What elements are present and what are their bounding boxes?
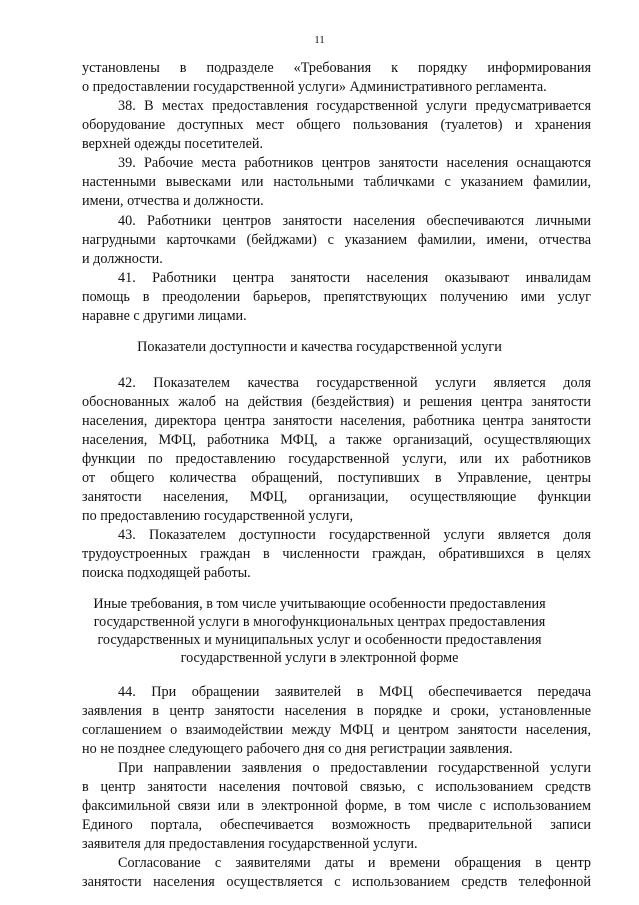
paragraph-line: Согласование с заявителями даты и времени обращения в центр bbox=[118, 855, 591, 871]
paragraph-line: При направлении заявления о предоставлении государственной услуги bbox=[118, 760, 591, 776]
paragraph-line: имени, отчества и должности. bbox=[82, 193, 264, 209]
paragraph-line: от общего количества обращений, поступивших в Управление, центры bbox=[82, 470, 591, 486]
section-heading-line: государственной услуги в электронной форме bbox=[180, 650, 459, 666]
paragraph-line: Единого портала, обеспечивается возможность предварительной записи bbox=[82, 817, 591, 833]
paragraph-line: о предоставлении государственной услуги» Административного регламента. bbox=[82, 79, 547, 95]
paragraph-line: 40. Работники центров занятости населения обеспечиваются личными bbox=[118, 213, 591, 229]
section-heading-line: государственной услуги в многофункциональных центрах предоставления bbox=[93, 614, 546, 630]
paragraph-line: 42. Показателем качества государственной услуги является доля bbox=[118, 375, 591, 391]
paragraph-line: и должности. bbox=[82, 251, 163, 267]
paragraph-line: населения, директора центра занятости населения, работника центра занятости bbox=[82, 413, 591, 429]
paragraph-line: поиска подходящей работы. bbox=[82, 565, 251, 581]
paragraph-line: оборудование доступных мест общего пользования (туалетов) и хранения bbox=[82, 117, 591, 133]
paragraph-line: заявителя для предоставления государственной услуги. bbox=[82, 836, 418, 852]
section-heading-line: Показатели доступности и качества государственной услуги bbox=[137, 339, 502, 355]
paragraph-line: верхней одежды посетителей. bbox=[82, 136, 264, 152]
paragraph-line: установлены в подразделе «Требования к порядку информирования bbox=[82, 60, 591, 76]
paragraph-line: обоснованных жалоб на действия (бездействия) и решения центра занятости bbox=[82, 394, 591, 410]
section-heading-line: государственных и муниципальных услуг и особенности предоставления bbox=[97, 632, 542, 648]
paragraph-line: по предоставлению государственной услуги, bbox=[82, 508, 354, 524]
paragraph-line: наравне с другими лицами. bbox=[82, 308, 247, 324]
paragraph-line: занятости населения осуществляется с использованием средств телефонной bbox=[82, 874, 591, 890]
paragraph-line: функции по предоставлению государственной услуги, или их работников bbox=[82, 451, 591, 467]
paragraph-line: населения, МФЦ, работника МФЦ, а также организаций, осуществляющих bbox=[82, 432, 591, 448]
paragraph-line: 43. Показателем доступности государственной услуги является доля bbox=[118, 527, 591, 543]
paragraph-line: 44. При обращении заявителей в МФЦ обеспечивается передача bbox=[118, 684, 591, 700]
section-heading-line: Иные требования, в том числе учитывающие особенности предоставления bbox=[93, 596, 546, 612]
paragraph-line: 39. Рабочие места работников центров занятости населения оснащаются bbox=[118, 155, 591, 171]
paragraph-line: 38. В местах предоставления государственной услуги предусматривается bbox=[118, 98, 591, 114]
paragraph-line: занятости населения, МФЦ, организации, осуществляющие функции bbox=[82, 489, 591, 505]
paragraph-line: но не позднее следующего рабочего дня со дня регистрации заявления. bbox=[82, 741, 513, 757]
paragraph-line: заявления в центр занятости населения в порядке и сроки, установленные bbox=[82, 703, 591, 719]
paragraph-line: трудоустроенных граждан в численности граждан, обратившихся в целях bbox=[82, 546, 591, 562]
paragraph-line: факсимильной связи или в электронной форме, в том числе с использованием bbox=[82, 798, 591, 814]
paragraph-line: 41. Работники центра занятости населения оказывают инвалидам bbox=[118, 270, 591, 286]
paragraph-line: нагрудными карточками (бейджами) с указанием фамилии, имени, отчества bbox=[82, 232, 591, 248]
paragraph-line: помощь в преодолении барьеров, препятствующих получению ими услуг bbox=[82, 289, 591, 305]
page-number: 11 bbox=[314, 34, 325, 46]
paragraph-line: в центр занятости населения почтовой связью, с использованием средств bbox=[82, 779, 591, 795]
paragraph-line: настенными вывесками или настольными табличками с указанием фамилии, bbox=[82, 174, 591, 190]
paragraph-line: соглашением о взаимодействии между МФЦ и центром занятости населения, bbox=[82, 722, 591, 738]
